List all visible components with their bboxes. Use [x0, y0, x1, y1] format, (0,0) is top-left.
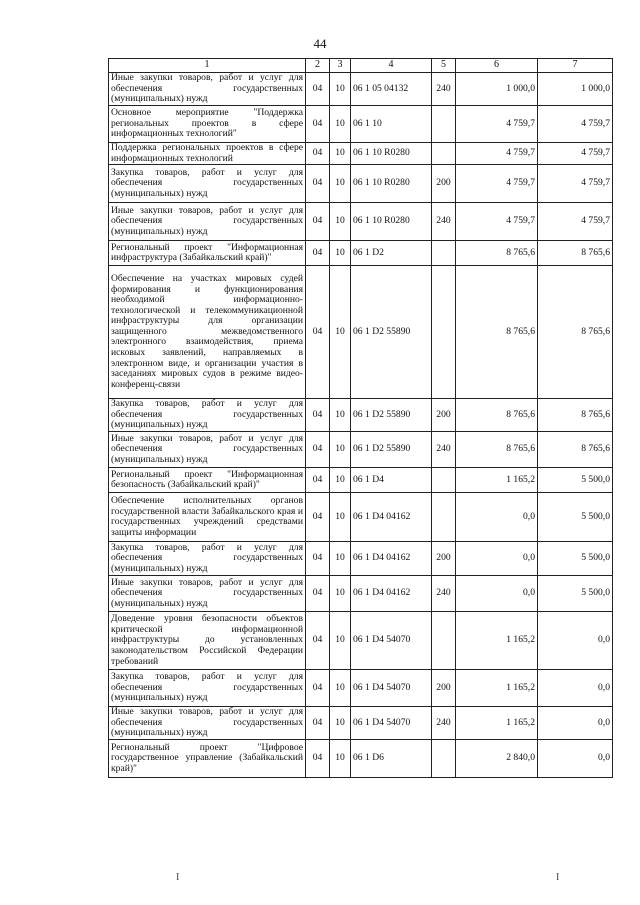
- table-row: [109, 542, 613, 576]
- row-target-code: 06 1 D2 55890: [351, 399, 432, 432]
- row-subsection: 10: [330, 143, 351, 165]
- row-subsection: 10: [330, 468, 351, 493]
- table-row: [109, 165, 613, 203]
- row-name: Закупка товаров, работ и услуг для обеспечения государственных (муниципальных) нужд: [109, 670, 306, 707]
- row-amount-b: 4 759,7: [538, 143, 613, 165]
- row-amount-b: 0,0: [538, 670, 613, 707]
- row-amount-b: 1 000,0: [538, 73, 613, 106]
- row-name: Иные закупки товаров, работ и услуг для обеспечения государственных (муниципальных) нужд: [109, 576, 306, 612]
- row-section: 04: [306, 707, 330, 740]
- row-expense-type: 240: [432, 73, 456, 106]
- row-amount-a: 1 000,0: [456, 73, 538, 106]
- row-name: Доведение уровня безопасности объектов критической информационной инфраструктуры до установленных законодательством Российской Федерации требований: [109, 612, 306, 670]
- row-subsection: 10: [330, 707, 351, 740]
- row-amount-a: 0,0: [456, 576, 538, 612]
- row-subsection: 10: [330, 203, 351, 241]
- row-section: 04: [306, 542, 330, 576]
- row-amount-b: 4 759,7: [538, 106, 613, 143]
- table-row: [109, 670, 613, 707]
- row-name: Закупка товаров, работ и услуг для обеспечения государственных (муниципальных) нужд: [109, 399, 306, 432]
- row-section: 04: [306, 399, 330, 432]
- row-target-code: 06 1 D4 54070: [351, 707, 432, 740]
- header-col-5: 5: [432, 59, 456, 73]
- row-amount-b: 8 765,6: [538, 432, 613, 468]
- footer-mark-left: I: [176, 872, 180, 883]
- row-subsection: 10: [330, 542, 351, 576]
- row-amount-a: 1 165,2: [456, 707, 538, 740]
- table-row: [109, 399, 613, 432]
- row-amount-b: 5 500,0: [538, 542, 613, 576]
- row-section: 04: [306, 143, 330, 165]
- row-section: 04: [306, 165, 330, 203]
- row-name: Иные закупки товаров, работ и услуг для обеспечения государственных (муниципальных) нужд: [109, 432, 306, 468]
- row-amount-b: 4 759,7: [538, 165, 613, 203]
- row-name: Региональный проект "Информационная безопасность (Забайкальский край)": [109, 468, 306, 493]
- table-row: [109, 241, 613, 266]
- row-expense-type: 200: [432, 542, 456, 576]
- row-expense-type: 240: [432, 432, 456, 468]
- row-name: Обеспечение на участках мировых судей формирования и функционирования необходимой информационно-технологической и телекоммуникационной инфраструктуры для организации защищенного межведомственного электронного взаимодействия, приема исковых заявлений, направляемых в электронном виде, и организации участия в заседаниях мировых судов в режиме видео-конференц-связи: [109, 266, 306, 399]
- table-row: [109, 143, 613, 165]
- row-amount-b: 5 500,0: [538, 493, 613, 542]
- header-col-7: 7: [538, 59, 613, 73]
- row-section: 04: [306, 493, 330, 542]
- row-target-code: 06 1 10 R0280: [351, 143, 432, 165]
- row-amount-a: 8 765,6: [456, 241, 538, 266]
- row-target-code: 06 1 D4: [351, 468, 432, 493]
- row-amount-b: 5 500,0: [538, 468, 613, 493]
- row-name: Иные закупки товаров, работ и услуг для обеспечения государственных (муниципальных) нужд: [109, 73, 306, 106]
- row-section: 04: [306, 266, 330, 399]
- row-expense-type: [432, 493, 456, 542]
- table-row: [109, 493, 613, 542]
- row-name: Поддержка региональных проектов в сфере информационных технологий: [109, 143, 306, 165]
- row-section: 04: [306, 612, 330, 670]
- row-amount-b: 0,0: [538, 707, 613, 740]
- row-name: Иные закупки товаров, работ и услуг для обеспечения государственных (муниципальных) нужд: [109, 203, 306, 241]
- table-row: [109, 740, 613, 778]
- row-section: 04: [306, 576, 330, 612]
- table-row: [109, 576, 613, 612]
- header-col-1: 1: [109, 59, 306, 73]
- row-target-code: 06 1 D4 54070: [351, 612, 432, 670]
- row-expense-type: 200: [432, 165, 456, 203]
- row-target-code: 06 1 05 04132: [351, 73, 432, 106]
- row-section: 04: [306, 203, 330, 241]
- table-body: [109, 73, 613, 778]
- row-amount-a: 4 759,7: [456, 165, 538, 203]
- row-subsection: 10: [330, 670, 351, 707]
- row-amount-a: 4 759,7: [456, 143, 538, 165]
- row-expense-type: 200: [432, 670, 456, 707]
- row-amount-b: 8 765,6: [538, 266, 613, 399]
- row-expense-type: [432, 241, 456, 266]
- row-subsection: 10: [330, 576, 351, 612]
- row-amount-a: 2 840,0: [456, 740, 538, 778]
- row-target-code: 06 1 10 R0280: [351, 165, 432, 203]
- row-subsection: 10: [330, 241, 351, 266]
- row-expense-type: [432, 266, 456, 399]
- page-number: 44: [313, 36, 327, 51]
- row-expense-type: [432, 143, 456, 165]
- header-col-4: 4: [351, 59, 432, 73]
- row-subsection: 10: [330, 740, 351, 778]
- row-amount-b: 0,0: [538, 612, 613, 670]
- header-col-6: 6: [456, 59, 538, 73]
- table-row: [109, 73, 613, 106]
- row-name: Иные закупки товаров, работ и услуг для обеспечения государственных (муниципальных) нужд: [109, 707, 306, 740]
- table-row: [109, 106, 613, 143]
- row-target-code: 06 1 D2 55890: [351, 432, 432, 468]
- row-target-code: 06 1 D2: [351, 241, 432, 266]
- row-section: 04: [306, 73, 330, 106]
- row-expense-type: 240: [432, 576, 456, 612]
- header-col-2: 2: [306, 59, 330, 73]
- row-expense-type: [432, 612, 456, 670]
- row-amount-a: 8 765,6: [456, 266, 538, 399]
- row-name: Закупка товаров, работ и услуг для обеспечения государственных (муниципальных) нужд: [109, 165, 306, 203]
- row-section: 04: [306, 241, 330, 266]
- row-name: Региональный проект "Информационная инфраструктура (Забайкальский край)": [109, 241, 306, 266]
- table-header-row: [109, 59, 613, 73]
- row-section: 04: [306, 468, 330, 493]
- row-section: 04: [306, 432, 330, 468]
- row-amount-b: 0,0: [538, 740, 613, 778]
- row-amount-b: 8 765,6: [538, 399, 613, 432]
- row-amount-a: 4 759,7: [456, 203, 538, 241]
- row-amount-a: 1 165,2: [456, 670, 538, 707]
- row-target-code: 06 1 D6: [351, 740, 432, 778]
- row-subsection: 10: [330, 432, 351, 468]
- row-subsection: 10: [330, 106, 351, 143]
- row-expense-type: [432, 106, 456, 143]
- row-target-code: 06 1 D4 04162: [351, 576, 432, 612]
- row-name: Закупка товаров, работ и услуг для обеспечения государственных (муниципальных) нужд: [109, 542, 306, 576]
- row-section: 04: [306, 740, 330, 778]
- row-target-code: 06 1 D4 04162: [351, 493, 432, 542]
- row-amount-a: 0,0: [456, 493, 538, 542]
- row-name: Региональный проект "Цифровое государственное управление (Забайкальский край)": [109, 740, 306, 778]
- table-row: [109, 432, 613, 468]
- row-subsection: 10: [330, 73, 351, 106]
- row-amount-a: 4 759,7: [456, 106, 538, 143]
- row-name: Обеспечение исполнительных органов государственной власти Забайкальского края и государственных учреждений средствами защиты информации: [109, 493, 306, 542]
- row-expense-type: [432, 740, 456, 778]
- row-target-code: 06 1 10 R0280: [351, 203, 432, 241]
- row-amount-a: 0,0: [456, 542, 538, 576]
- row-amount-a: 1 165,2: [456, 612, 538, 670]
- row-amount-b: 4 759,7: [538, 203, 613, 241]
- row-expense-type: 240: [432, 203, 456, 241]
- row-expense-type: 200: [432, 399, 456, 432]
- row-amount-a: 8 765,6: [456, 399, 538, 432]
- row-section: 04: [306, 670, 330, 707]
- row-target-code: 06 1 10: [351, 106, 432, 143]
- row-amount-b: 5 500,0: [538, 576, 613, 612]
- row-subsection: 10: [330, 493, 351, 542]
- row-amount-b: 8 765,6: [538, 241, 613, 266]
- table-row: [109, 266, 613, 399]
- table-row: [109, 203, 613, 241]
- row-subsection: 10: [330, 612, 351, 670]
- row-amount-a: 1 165,2: [456, 468, 538, 493]
- row-subsection: 10: [330, 399, 351, 432]
- row-target-code: 06 1 D4 54070: [351, 670, 432, 707]
- row-section: 04: [306, 106, 330, 143]
- table-row: [109, 468, 613, 493]
- row-expense-type: 240: [432, 707, 456, 740]
- table-row: [109, 612, 613, 670]
- row-name: Основное мероприятие "Поддержка региональных проектов в сфере информационных технологий": [109, 106, 306, 143]
- row-subsection: 10: [330, 165, 351, 203]
- table-row: [109, 707, 613, 740]
- row-expense-type: [432, 468, 456, 493]
- row-target-code: 06 1 D2 55890: [351, 266, 432, 399]
- budget-table: [108, 58, 613, 778]
- footer-mark-right: I: [556, 872, 560, 883]
- row-subsection: 10: [330, 266, 351, 399]
- row-amount-a: 8 765,6: [456, 432, 538, 468]
- row-target-code: 06 1 D4 04162: [351, 542, 432, 576]
- header-col-3: 3: [330, 59, 351, 73]
